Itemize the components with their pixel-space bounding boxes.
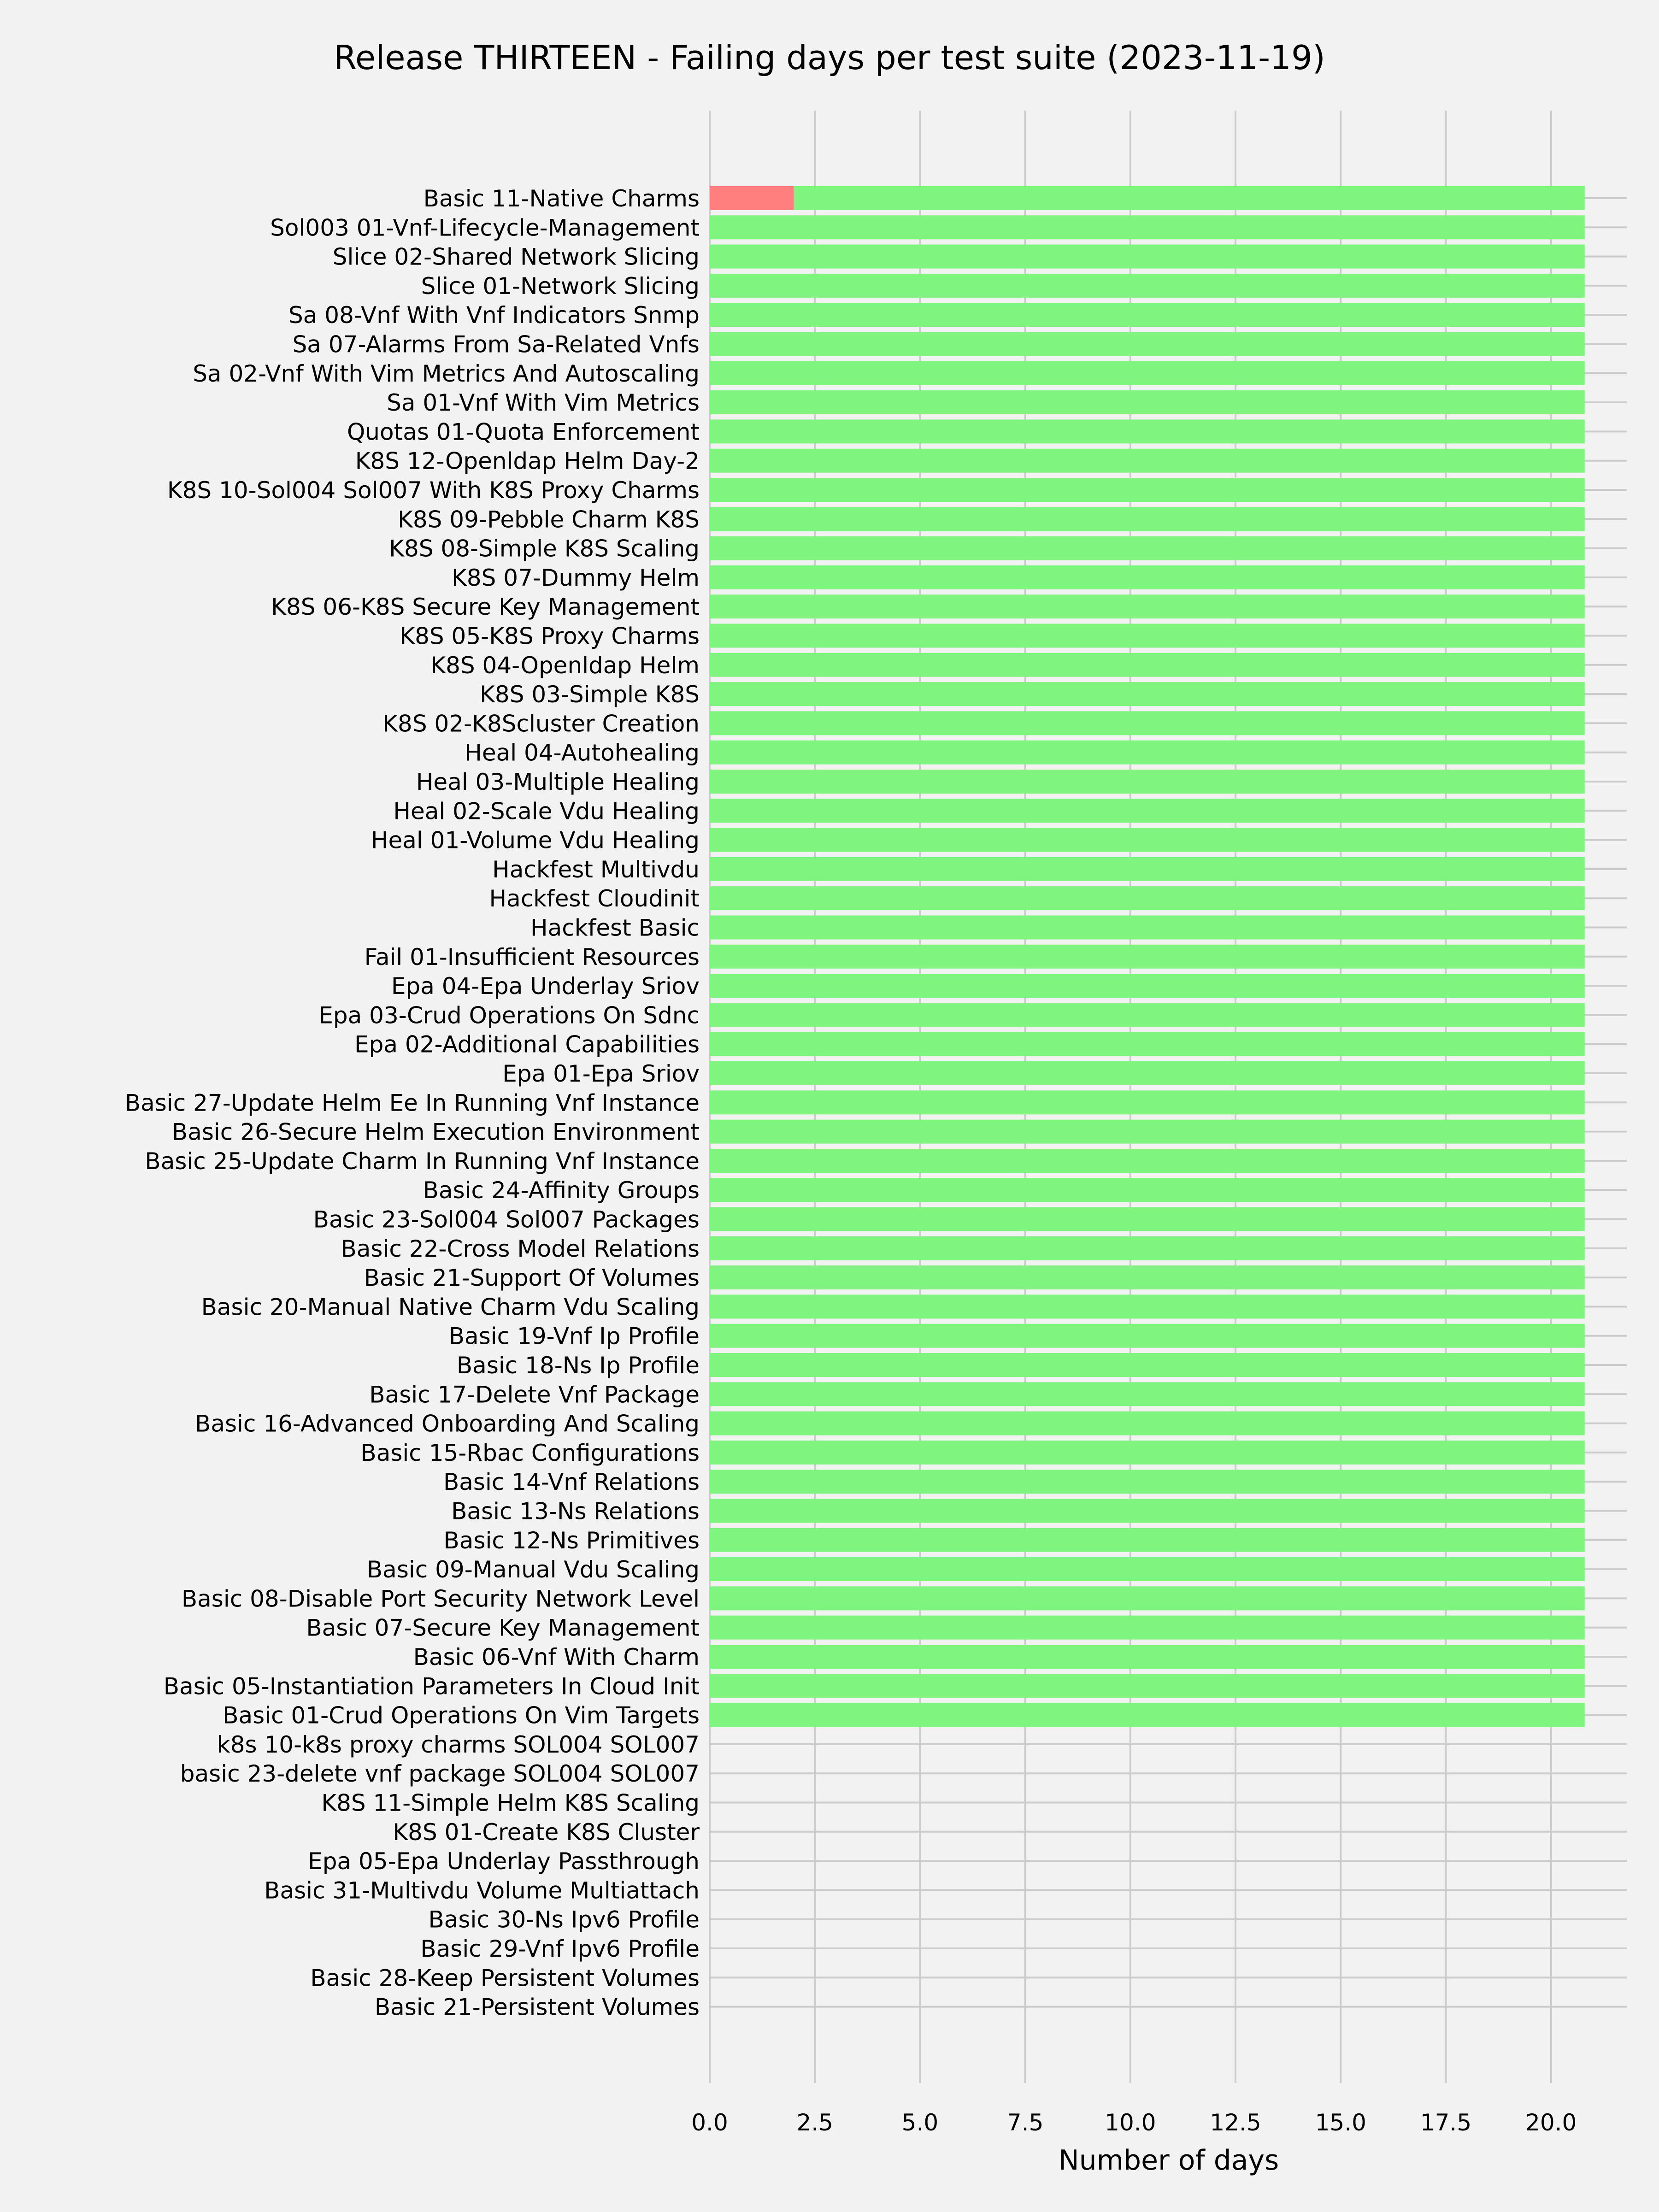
y-tick-label: Epa 05-Epa Underlay Passthrough [308, 1848, 700, 1875]
passing-bar [710, 419, 1585, 443]
y-tick-label: K8S 04-Openldap Helm [430, 652, 700, 679]
passing-bar [710, 1586, 1585, 1610]
y-tick-label: Basic 12-Ns Primitives [443, 1527, 700, 1554]
passing-bar [710, 1616, 1585, 1640]
y-tick-label: K8S 02-K8Scluster Creation [382, 710, 700, 737]
passing-bar [710, 274, 1585, 298]
y-tick-label: Basic 09-Manual Vdu Scaling [366, 1556, 700, 1583]
y-tick-label: k8s 10-k8s proxy charms SOL004 SOL007 [217, 1731, 700, 1758]
y-tick-label: K8S 11-Simple Helm K8S Scaling [321, 1789, 700, 1817]
y-tick-label: basic 23-delete vnf package SOL004 SOL007 [180, 1760, 700, 1788]
passing-bar [710, 332, 1585, 356]
y-tick-label: Heal 02-Scale Vdu Healing [393, 798, 700, 825]
y-tick-label: Basic 16-Advanced Onboarding And Scaling [195, 1410, 700, 1437]
chart-title: Release THIRTEEN - Failing days per test suite (2023-11-19) [334, 38, 1325, 77]
y-tick-label: Basic 21-Persistent Volumes [374, 1994, 700, 2021]
y-tick-label: Basic 30-Ns Ipv6 Profile [428, 1906, 700, 1933]
passing-bar [710, 857, 1585, 881]
y-tick-label: Basic 23-Sol004 Sol007 Packages [313, 1206, 700, 1233]
x-tick-label: 12.5 [1210, 2109, 1261, 2136]
passing-bar [710, 1265, 1585, 1289]
y-tick-label: K8S 12-Openldap Helm Day-2 [355, 447, 700, 475]
y-tick-label: Epa 01-Epa Sriov [502, 1060, 700, 1087]
y-tick-label: Sa 02-Vnf With Vim Metrics And Autoscaling [193, 360, 700, 387]
y-tick-label: K8S 01-Create K8S Cluster [393, 1818, 700, 1846]
passing-bar [710, 1090, 1585, 1114]
passing-bar [710, 449, 1585, 473]
y-tick-label: Basic 17-Delete Vnf Package [369, 1381, 700, 1408]
passing-bar [710, 1412, 1585, 1435]
passing-bar [710, 1382, 1585, 1406]
passing-bar [710, 565, 1585, 589]
y-tick-label: Sa 08-Vnf With Vnf Indicators Snmp [288, 302, 700, 329]
x-tick-label: 17.5 [1420, 2109, 1472, 2136]
y-tick-label: Heal 03-Multiple Healing [416, 769, 700, 795]
passing-bar [710, 1499, 1585, 1523]
passing-bar [710, 594, 1585, 618]
x-tick-label: 7.5 [1006, 2109, 1044, 2136]
y-tick-label: Hackfest Cloudinit [489, 885, 700, 912]
y-tick-label: Quotas 01-Quota Enforcement [347, 418, 700, 446]
y-tick-label: Basic 18-Ns Ip Profile [456, 1352, 700, 1379]
y-tick-label: Basic 29-Vnf Ipv6 Profile [420, 1936, 700, 1962]
y-tick-label: Basic 19-Vnf Ip Profile [448, 1323, 700, 1350]
y-tick-label: Sa 07-Alarms From Sa-Related Vnfs [292, 331, 700, 358]
y-tick-label: Basic 15-Rbac Configurations [360, 1439, 700, 1466]
passing-bar [710, 945, 1585, 969]
y-tick-label: Basic 01-Crud Operations On Vim Targets [223, 1702, 700, 1729]
y-tick-label: K8S 09-Pebble Charm K8S [398, 506, 700, 533]
passing-bar [710, 390, 1585, 414]
y-tick-label: Basic 26-Secure Helm Execution Environment [171, 1118, 700, 1146]
y-tick-label: Basic 11-Native Charms [423, 185, 700, 212]
passing-bar [710, 624, 1585, 648]
passing-bar [710, 1324, 1585, 1348]
passing-bar [710, 303, 1585, 327]
passing-bar [710, 361, 1585, 385]
passing-bar [710, 1294, 1585, 1318]
passing-bar [710, 974, 1585, 998]
passing-bar [710, 1178, 1585, 1202]
passing-bar [710, 1353, 1585, 1377]
y-tick-label: Basic 13-Ns Relations [451, 1498, 700, 1525]
y-tick-label: Basic 05-Instantiation Parameters In Cloud Init [163, 1673, 700, 1700]
y-tick-label: Sa 01-Vnf With Vim Metrics [387, 389, 700, 417]
passing-bar [710, 1207, 1585, 1231]
y-tick-label: Basic 07-Secure Key Management [306, 1614, 700, 1641]
passing-bar [710, 1236, 1585, 1260]
y-tick-label: Slice 02-Shared Network Slicing [332, 243, 700, 271]
y-tick-label: Basic 22-Cross Model Relations [341, 1235, 700, 1262]
y-tick-label: K8S 08-Simple K8S Scaling [389, 535, 700, 562]
y-tick-label: Hackfest Multivdu [492, 856, 700, 883]
passing-bar [710, 916, 1585, 940]
passing-bar [710, 536, 1585, 560]
y-tick-label: K8S 03-Simple K8S [480, 681, 700, 708]
x-tick-labels [691, 2109, 1577, 2136]
y-tick-label: Epa 04-Epa Underlay Sriov [391, 973, 700, 1000]
passing-bar [794, 186, 1585, 210]
passing-bar [710, 1061, 1585, 1085]
passing-bar [710, 1703, 1585, 1727]
passing-bar [710, 653, 1585, 677]
passing-bar [710, 770, 1585, 794]
y-tick-label: Epa 02-Additional Capabilities [354, 1031, 700, 1058]
passing-bar [710, 828, 1585, 852]
x-tick-label: 15.0 [1315, 2109, 1366, 2136]
x-tick-label: 0.0 [691, 2109, 728, 2136]
y-tick-label: Basic 31-Multivdu Volume Multiattach [264, 1877, 700, 1904]
y-tick-label: Basic 14-Vnf Relations [443, 1469, 700, 1496]
y-tick-label: Basic 06-Vnf With Charm [413, 1644, 700, 1671]
y-tick-label: Fail 01-Insufficient Resources [364, 943, 700, 971]
y-tick-label: K8S 06-K8S Secure Key Management [271, 594, 700, 621]
y-tick-label: Basic 28-Keep Persistent Volumes [310, 1965, 700, 1992]
x-axis-label: Number of days [1058, 2144, 1279, 2177]
failing-bar [710, 186, 794, 210]
passing-bar [710, 1470, 1585, 1494]
y-tick-label: Basic 25-Update Charm In Running Vnf Instance [145, 1147, 700, 1175]
y-tick-label: Epa 03-Crud Operations On Sdnc [318, 1002, 700, 1029]
x-tick-label: 20.0 [1525, 2109, 1577, 2136]
y-tick-label: Basic 20-Manual Native Charm Vdu Scaling [201, 1294, 700, 1321]
x-tick-label: 2.5 [796, 2109, 833, 2136]
passing-bar [710, 1441, 1585, 1465]
passing-bar [710, 215, 1585, 239]
y-tick-label: Sol003 01-Vnf-Lifecycle-Management [270, 214, 700, 241]
passing-bar [710, 741, 1585, 765]
passing-bar [710, 1032, 1585, 1056]
x-tick-label: 5.0 [901, 2109, 939, 2136]
y-tick-label: Hackfest Basic [530, 914, 700, 941]
passing-bar [710, 1674, 1585, 1698]
passing-bar [710, 245, 1585, 269]
y-tick-label: Basic 08-Disable Port Security Network Level [181, 1585, 700, 1612]
y-tick-label: Heal 04-Autohealing [465, 739, 700, 766]
passing-bar [710, 799, 1585, 823]
passing-bar [710, 1120, 1585, 1144]
y-tick-label: Slice 01-Network Slicing [421, 272, 700, 300]
y-tick-label: Heal 01-Volume Vdu Healing [371, 827, 700, 854]
y-tick-label: Basic 27-Update Helm Ee In Running Vnf Instance [124, 1089, 700, 1117]
passing-bar [710, 711, 1585, 735]
passing-bar [710, 1557, 1585, 1581]
passing-bar [710, 478, 1585, 502]
y-tick-label: Basic 21-Support Of Volumes [364, 1265, 700, 1292]
y-tick-label: K8S 07-Dummy Helm [452, 564, 700, 591]
y-tick-label: K8S 05-K8S Proxy Charms [400, 623, 700, 650]
passing-bar [710, 1528, 1585, 1552]
y-tick-label: Basic 24-Affinity Groups [423, 1177, 700, 1204]
passing-bar [710, 1003, 1585, 1027]
passing-bar [710, 507, 1585, 531]
passing-bar [710, 1645, 1585, 1669]
passing-bar [710, 682, 1585, 706]
passing-bar [710, 886, 1585, 910]
y-tick-label: K8S 10-Sol004 Sol007 With K8S Proxy Charms [167, 477, 700, 504]
x-tick-label: 10.0 [1105, 2109, 1156, 2136]
passing-bar [710, 1149, 1585, 1173]
